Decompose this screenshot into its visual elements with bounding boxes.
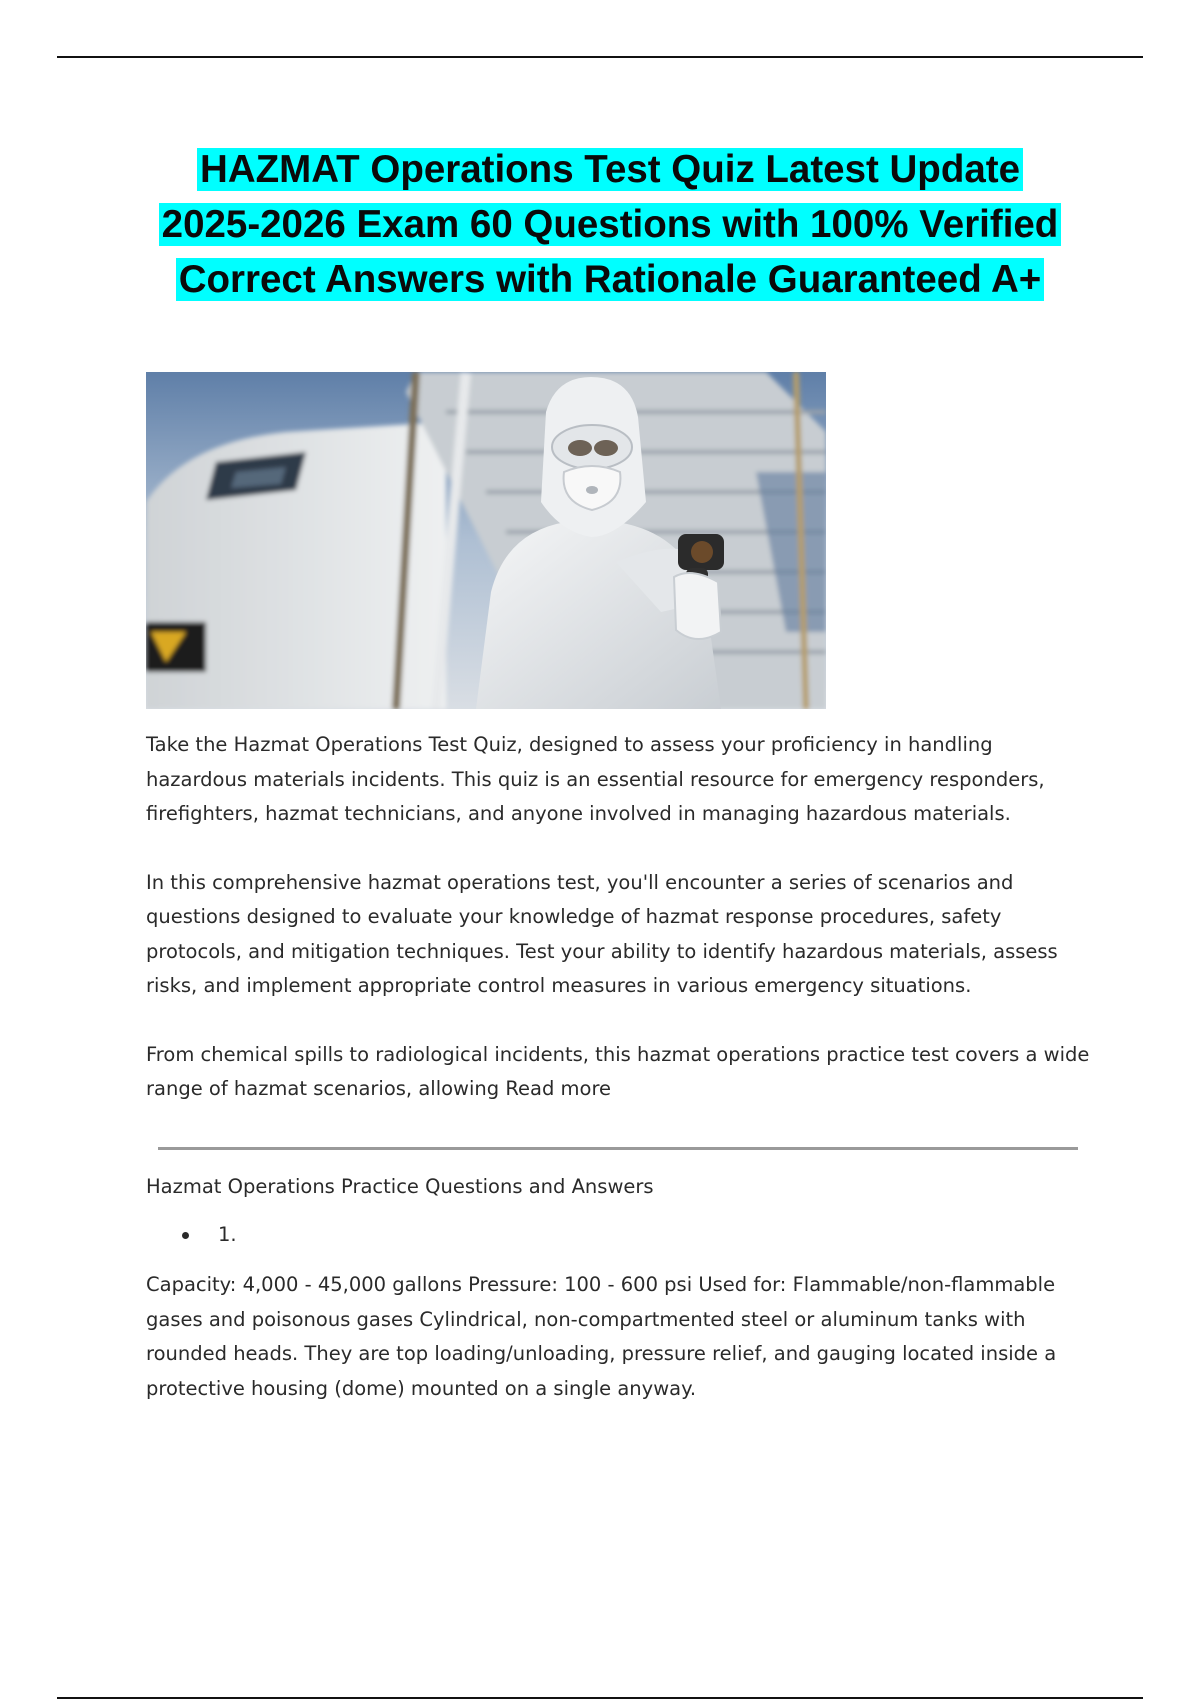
- question-list: [146, 1218, 1096, 1252]
- title-line-1: HAZMAT Operations Test Quiz Latest Update: [197, 148, 1023, 191]
- description-paragraph: In this comprehensive hazmat operations test, you'll encounter a series of scenarios and questions designed to evaluate your knowledge of hazmat response procedures, safety protocols, and mitigation techniques. Test your ability to identify hazardous materials, assess risks, and implement appropriate control measures in various emergency situations.: [146, 870, 1058, 997]
- hazmat-responder-photo: [146, 372, 826, 709]
- title-line-2: 2025-2026 Exam 60 Questions with 100% Verified: [159, 203, 1062, 246]
- answer-paragraph: Capacity: 4,000 - 45,000 gallons Pressure: 100 - 600 psi Used for: Flammable/non-flammable gases and poisonous gases Cylindrical, non-compartmented steel or aluminum tanks with rounded heads. They are top loading/unloading, pressure relief, and gauging located inside a protective housing (dome) mounted on a single anyway.: [146, 1273, 1057, 1400]
- bullet-icon: [182, 1232, 189, 1239]
- top-rule: [57, 56, 1143, 58]
- section-divider: [158, 1147, 1078, 1150]
- bottom-rule: [57, 1697, 1143, 1699]
- document-title: [130, 142, 1090, 307]
- title-line-3: Correct Answers with Rationale Guaranteed A+: [176, 258, 1045, 301]
- document-body: [146, 728, 1096, 1406]
- section-heading: Hazmat Operations Practice Questions and Answers: [146, 1174, 654, 1198]
- hero-image: [146, 372, 826, 709]
- coverage-paragraph: From chemical spills to radiological incidents, this hazmat operations practice test covers a wide range of hazmat scenarios, allowing Read more: [146, 1042, 1090, 1100]
- list-item: [146, 1218, 1096, 1252]
- question-number: 1.: [218, 1223, 237, 1246]
- intro-paragraph: Take the Hazmat Operations Test Quiz, designed to assess your proficiency in handling hazardous materials incidents. This quiz is an essential resource for emergency responders, firefighters, hazmat technicians, and anyone involved in managing hazardous materials.: [146, 733, 1045, 825]
